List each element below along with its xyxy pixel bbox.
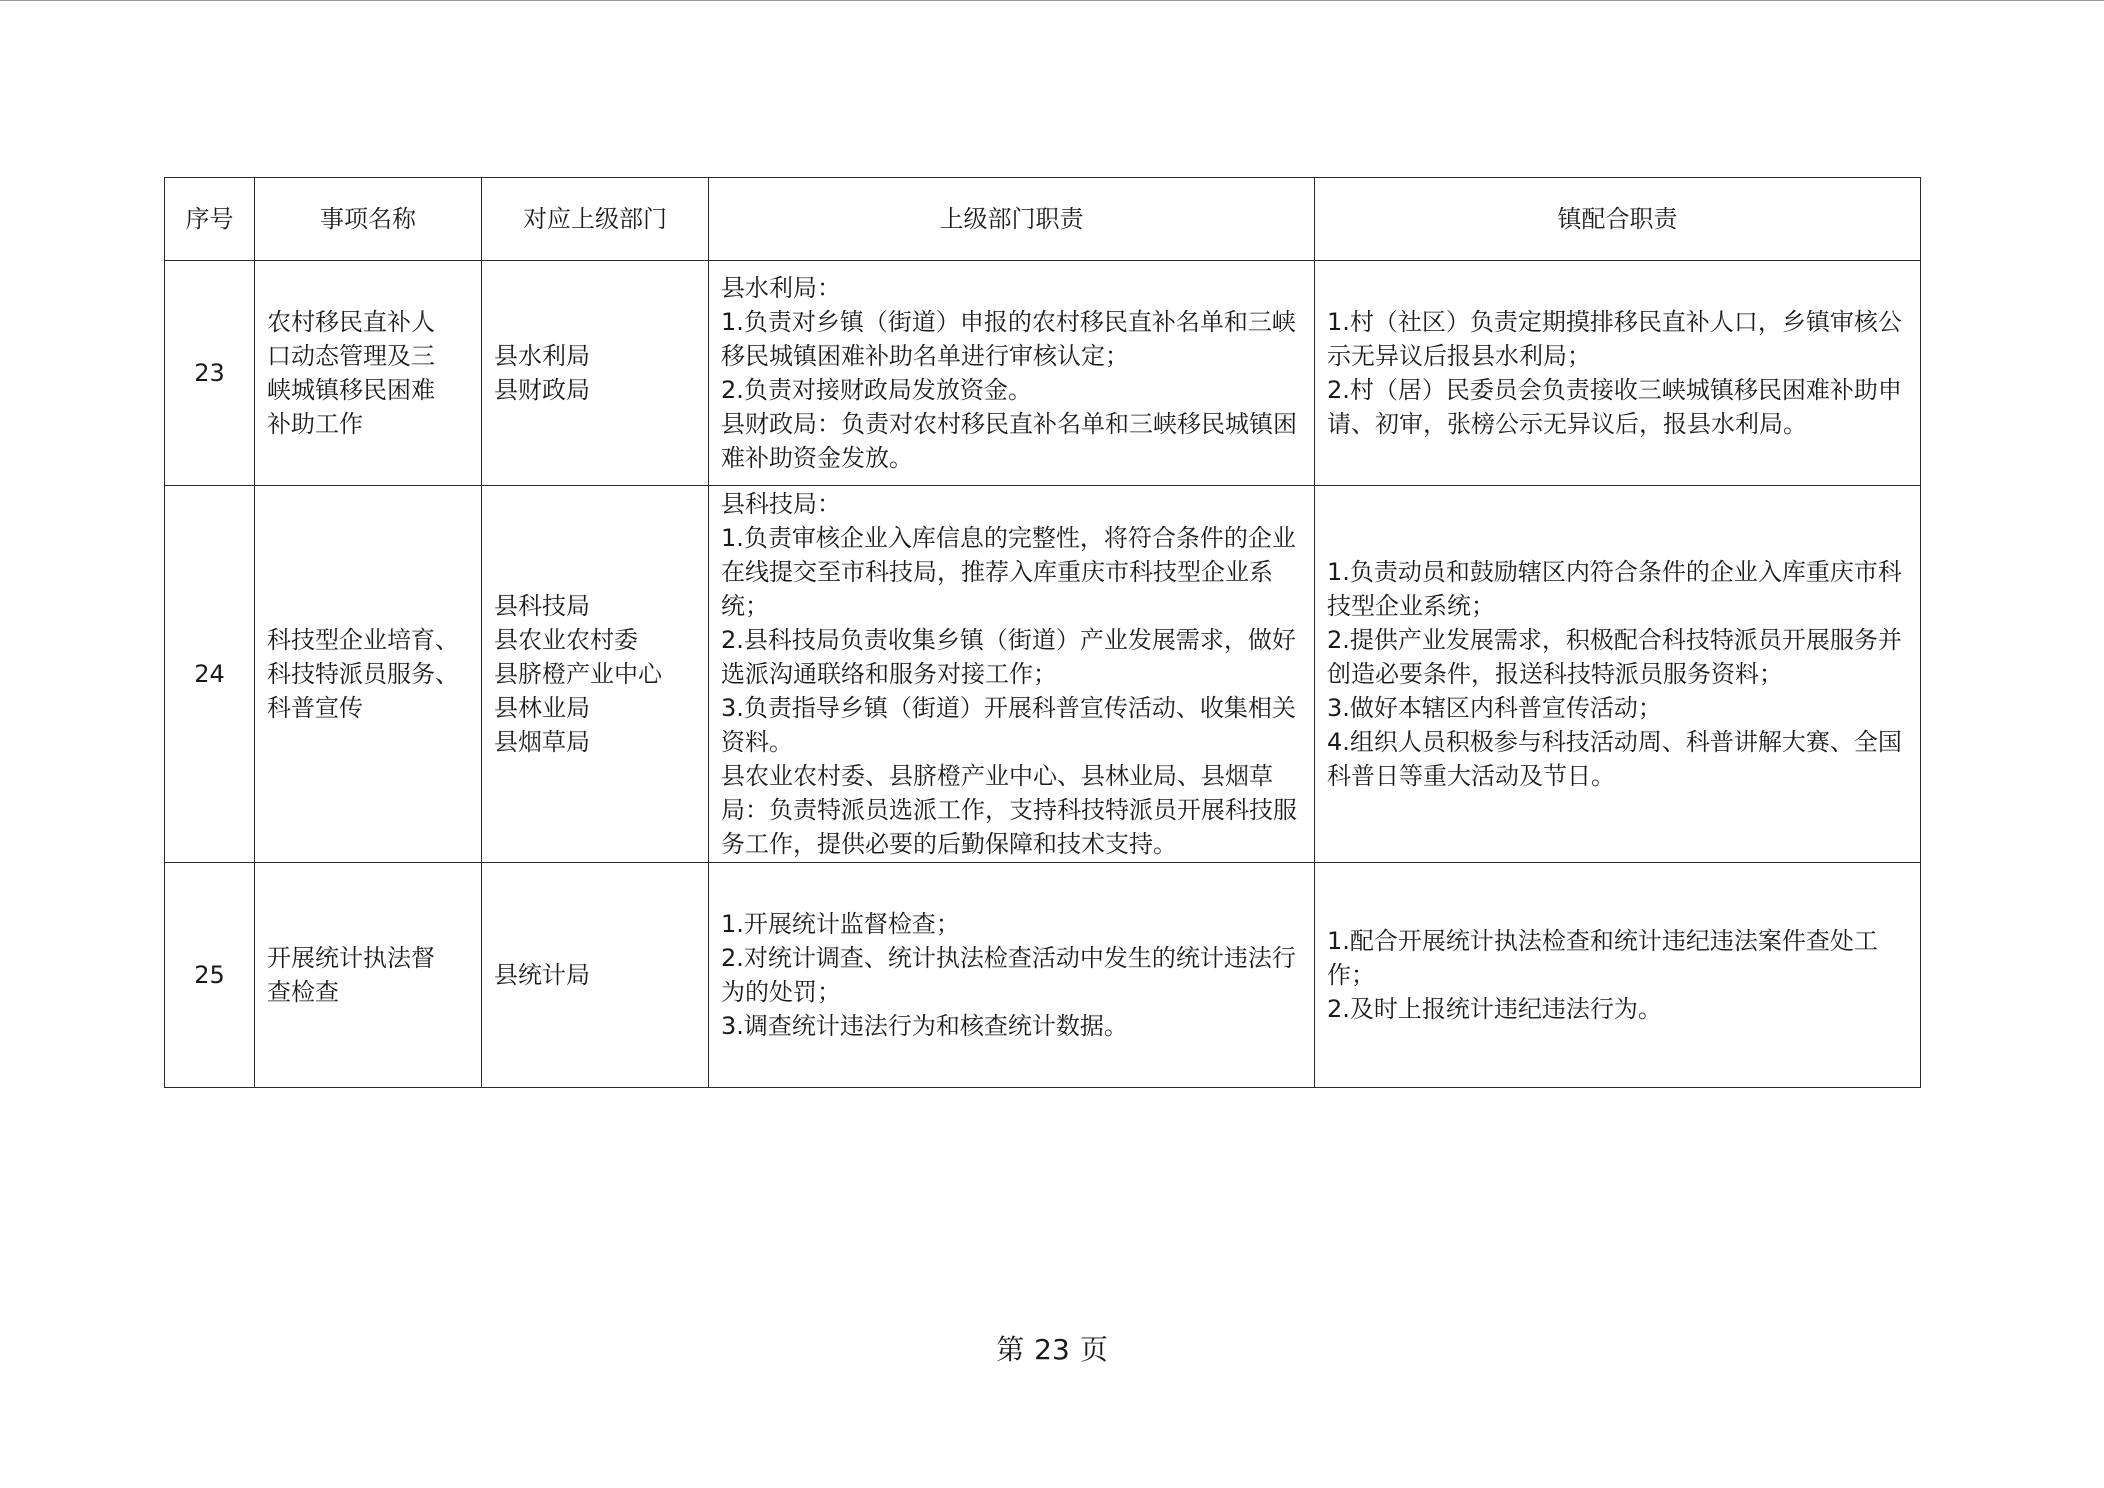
header-upper-dept: 对应上级部门	[482, 178, 709, 261]
duty-line: 4.组织人员积极参与科技活动周、科普讲解大赛、全国科普日等重大活动及节日。	[1327, 728, 1902, 790]
page-footer	[0, 1330, 2104, 1370]
page-prefix: 第	[996, 1333, 1025, 1366]
header-upper-duty: 上级部门职责	[709, 178, 1315, 261]
page-suffix: 页	[1079, 1333, 1108, 1366]
row-number: 23	[165, 261, 255, 486]
duty-line: 3.负责指导乡镇（街道）开展科普宣传活动、收集相关资料。	[721, 694, 1296, 756]
duty-line: 2.对统计调查、统计执法检查活动中发生的统计违法行为的处罚；	[721, 944, 1296, 1006]
table-row	[165, 863, 1921, 1088]
duty-line: 1.负责审核企业入库信息的完整性，将符合条件的企业在线提交至市科技局，推荐入库重庆市科技型企业系统；	[721, 524, 1296, 620]
duty-line: 1.开展统计监督检查；	[721, 910, 960, 938]
row-number: 25	[165, 863, 255, 1088]
top-border-line	[0, 0, 2104, 1]
item-name-line: 农村移民直补人	[267, 308, 435, 336]
upper-departments	[482, 863, 709, 1088]
duty-line: 1.村（社区）负责定期摸排移民直补人口，乡镇审核公示无异议后报县水利局；	[1327, 308, 1902, 370]
department: 县统计局	[494, 961, 590, 989]
table-row	[165, 486, 1921, 863]
upper-duty	[709, 863, 1315, 1088]
item-name-line: 开展统计执法督	[267, 944, 435, 972]
town-duty	[1315, 863, 1921, 1088]
duty-line: 3.调查统计违法行为和核查统计数据。	[721, 1012, 1128, 1040]
department: 县科技局	[494, 592, 590, 620]
town-duty	[1315, 486, 1921, 863]
duty-line: 1.配合开展统计执法检查和统计违纪违法案件查处工作；	[1327, 927, 1878, 989]
item-name	[255, 863, 482, 1088]
item-name	[255, 486, 482, 863]
department: 县林业局	[494, 694, 590, 722]
item-name-line: 科技型企业培育、	[267, 626, 459, 654]
upper-duty	[709, 486, 1315, 863]
duty-line: 3.做好本辖区内科普宣传活动；	[1327, 694, 1662, 722]
item-name-line: 查检查	[267, 978, 339, 1006]
table-header-row	[165, 178, 1921, 261]
department: 县财政局	[494, 376, 590, 404]
duty-line: 2.提供产业发展需求，积极配合科技特派员开展服务并创造必要条件，报送科技特派员服务资料；	[1327, 626, 1902, 688]
duty-line: 1.负责动员和鼓励辖区内符合条件的企业入库重庆市科技型企业系统；	[1327, 558, 1902, 620]
duty-line: 县水利局：	[721, 274, 841, 302]
department: 县脐橙产业中心	[494, 660, 662, 688]
duty-line: 县财政局：负责对农村移民直补名单和三峡移民城镇困难补助资金发放。	[721, 410, 1297, 472]
duty-line: 2.负责对接财政局发放资金。	[721, 376, 1032, 404]
duties-table	[164, 177, 1921, 1088]
table-row	[165, 261, 1921, 486]
duty-line: 1.负责对乡镇（街道）申报的农村移民直补名单和三峡移民城镇困难补助名单进行审核认定；	[721, 308, 1296, 370]
header-item-name: 事项名称	[255, 178, 482, 261]
page-number: 23	[1034, 1333, 1070, 1366]
department: 县烟草局	[494, 728, 590, 756]
item-name-line: 科技特派员服务、	[267, 660, 459, 688]
item-name	[255, 261, 482, 486]
item-name-line: 补助工作	[267, 410, 363, 438]
duty-line: 县农业农村委、县脐橙产业中心、县林业局、县烟草局：负责特派员选派工作，支持科技特派员开展科技服务工作，提供必要的后勤保障和技术支持。	[721, 762, 1297, 858]
town-duty	[1315, 261, 1921, 486]
header-town-duty: 镇配合职责	[1315, 178, 1921, 261]
upper-duty	[709, 261, 1315, 486]
item-name-line: 峡城镇移民困难	[267, 376, 435, 404]
duty-line: 2.村（居）民委员会负责接收三峡城镇移民困难补助申请、初审，张榜公示无异议后，报县水利局。	[1327, 376, 1902, 438]
item-name-line: 口动态管理及三	[267, 342, 435, 370]
row-number: 24	[165, 486, 255, 863]
duty-line: 2.及时上报统计违纪违法行为。	[1327, 995, 1662, 1023]
department: 县农业农村委	[494, 626, 638, 654]
header-no: 序号	[165, 178, 255, 261]
item-name-line: 科普宣传	[267, 694, 363, 722]
department: 县水利局	[494, 342, 590, 370]
duty-line: 2.县科技局负责收集乡镇（街道）产业发展需求，做好选派沟通联络和服务对接工作；	[721, 626, 1296, 688]
upper-departments	[482, 261, 709, 486]
duty-line: 县科技局：	[721, 490, 841, 518]
upper-departments	[482, 486, 709, 863]
